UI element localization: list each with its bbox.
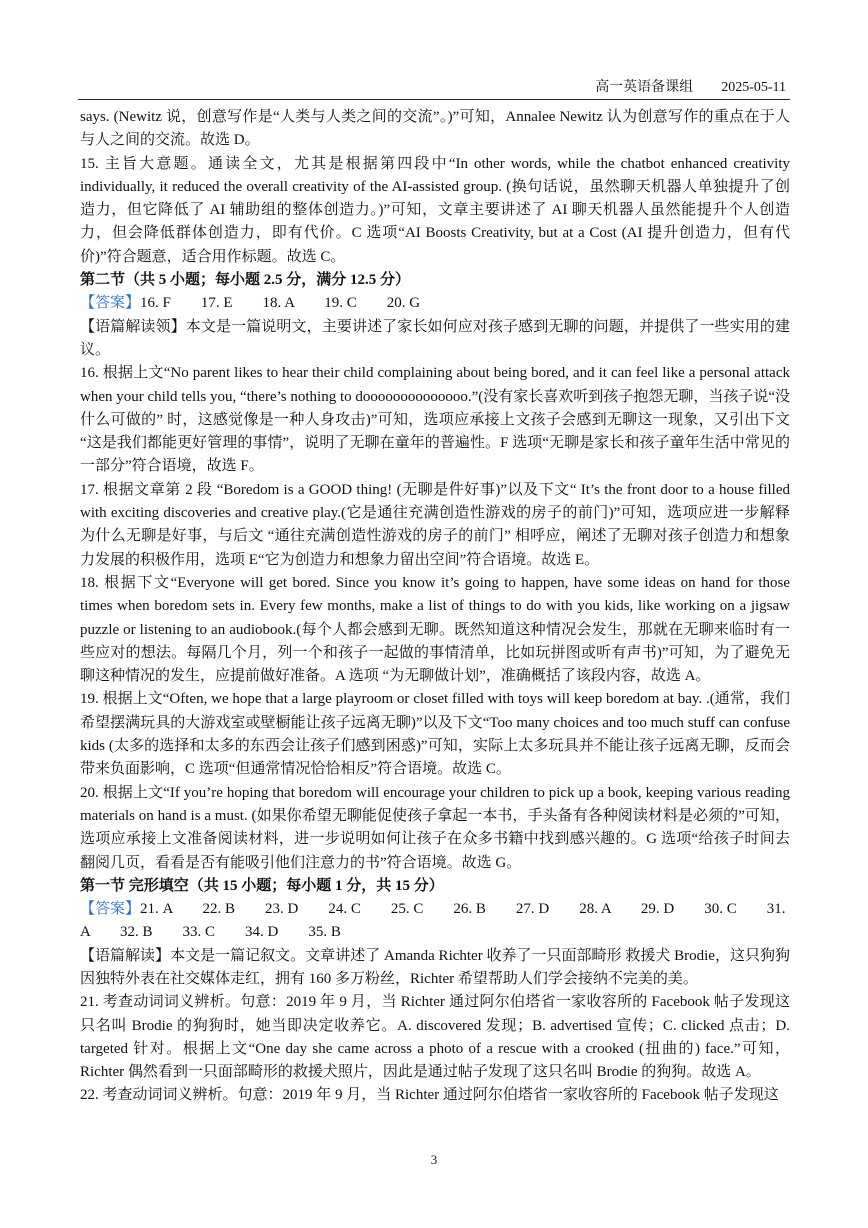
paragraph-q17: 17. 根据文章第 2 段 “Boredom is a GOOD thing! (无聊是件好事)”以及下文“ It’s the front door to a house filled with exciting discoveries and creative play.(它是通往充满创造性游戏的房子的前门)”可知，选项应进一步解释为什么无聊是好事，与后文 “通往充满创造性游戏的房子的前门” 相呼应，阐述了无聊对孩子创造力和想象力发展的积极作用，选项 E“它为创造力和想象力留出空间”符合语境。故选 E。 <box>80 481 790 568</box>
analysis-text: 本文是一篇记叙文。文章讲述了 Amanda Richter 收养了一只面部畸形 救援犬 Brodie，这只狗狗因独特外表在社交媒体走红，拥有 160 多万粉丝，Richter 希望帮助人们学会接纳不完美的美。 <box>80 947 790 987</box>
answer-tag: 【答案】 <box>80 295 141 312</box>
document-body <box>80 106 790 1108</box>
answer-tag: 【答案】 <box>80 901 141 918</box>
section-heading-2: 第二节（共 5 小题；每小题 2.5 分，满分 12.5 分） <box>80 272 411 289</box>
paragraph-q16: 16. 根据上文“No parent likes to hear their child complaining about being bored, and it can feel like a personal attack when your child tells you, “there’s nothing to doooooooooooooo.”(没有家长喜欢听到孩子抱怨无聊，当孩子说“没什么可做的” 时，这感觉像是一种人身攻击)”可知，选项应承接上文孩子会感到无聊这一现象，又引出下文 “这是我们都能更好管理的事情”，说明了无聊在童年的普遍性。F 选项“无聊是家长和孩子童年生活中常见的一部分”符合语境，故选 F。 <box>80 365 790 475</box>
paragraph-q18: 18. 根据下文“Everyone will get bored. Since you know it’s going to happen, have some ideas on hand for those times when boredom sets in. Every few months, make a list of things to do with you kids, like working on a jigsaw puzzle or listening to an audiobook.(每个人都会感到无聊。既然知道这种情况会发生，那就在无聊来临时有一些应对的想法。每隔几个月，列一个和孩子一起做的事情清单，比如玩拼图或听有声书)”可知，为了避免无聊这种情况的发生，应提前做好准备。A 选项 “为无聊做计划”，准确概括了该段内容，故选 A。 <box>80 574 790 685</box>
paragraph-q20: 20. 根据上文“If you’re hoping that boredom will encourage your children to pick up a book, keeping various reading materials on hand is a must. (如果你希望无聊能促使孩子拿起一本书，手头备有各种阅读材料是必须的”可知，选项应承接上文准备阅读材料，进一步说明如何让孩子在众多书籍中找到感兴趣的。G 选项“给孩子时间去翻阅几页，看看是否有能吸引他们注意力的书”符合语境。故选 G。 <box>80 784 790 871</box>
header-group: 高一英语备课组 <box>595 80 694 95</box>
discourse-analysis-1 <box>80 316 790 363</box>
paragraph-q15: 15. 主旨大意题。通读全文，尤其是根据第四段中“In other words, while the chatbot enhanced creativity individually, it reduced the overall creativity of the AI-assisted group. (换句话说，虽然聊天机器人单独提升了创造力，但它降低了 AI 辅助组的整体创造力。)”可知，文章主要讲述了 AI 聊天机器人虽然能提升个人创造力，但会降低群体创造力，即有代价。C 选项“AI Boosts Creativity, but at a Cost (AI 提升创造力，但有代价)”符合题意，适合用作标题。故选 C。 <box>80 155 790 265</box>
analysis-tag: 【语篇解读领】 <box>80 318 186 335</box>
analysis-text: 本文是一篇说明文，主要讲述了家长如何应对孩子感到无聊的问题，并提供了一些实用的建议。 <box>80 318 790 358</box>
header-rule <box>78 99 790 100</box>
page-number: 3 <box>430 1152 438 1167</box>
answer-items: 21. A 22. B 23. D 24. C 25. C 26. B 27. D 28. A 29. D 30. C 31. A 32. B 33. C 34. D 35. B <box>80 901 789 941</box>
analysis-tag: 【语篇解读】 <box>80 947 171 964</box>
header-date: 2025-05-11 <box>721 80 786 95</box>
paragraph-q22: 22. 考查动词词义辨析。句意：2019 年 9 月，当 Richter 通过阿尔伯塔省一家收容所的 Facebook 帖子发现这 <box>80 1087 779 1104</box>
answer-line-1 <box>80 292 790 315</box>
paragraph: says. (Newitz 说，创意写作是“人类与人类之间的交流”。)”可知，Annalee Newitz 认为创意写作的重点在于人与人之间的交流。故选 D。 <box>80 109 790 149</box>
section-heading-cloze: 第一节 完形填空（共 15 小题；每小题 1 分，共 15 分） <box>80 877 444 894</box>
paragraph-q19: 19. 根据上文“Often, we hope that a large playroom or closet filled with toys will keep boredom at bay. .(通常，我们希望摆满玩具的大游戏室或壁橱能让孩子远离无聊)”以及下文“Too many choices and too much stuff can confuse kids (太多的选择和太多的东西会让孩子们感到困惑)”可知，实际上太多玩具并不能让孩子远离无聊，反而会带来负面影响，C 选项“但通常情况恰恰相反”符合语境。故选 C。 <box>80 691 790 778</box>
answer-items: 16. F 17. E 18. A 19. C 20. G <box>140 295 421 312</box>
paragraph-q21: 21. 考查动词词义辨析。句意：2019 年 9 月，当 Richter 通过阿尔伯塔省一家收容所的 Facebook 帖子发现这只名叫 Brodie 的狗狗时，她当即决定收养它。A. discovered 发现；B. advertised 宣传；C. clicked 点击；D. targeted 针对。根据上文“One day she came across a photo of a rescue with a crooked (扭曲的) face.”可知，Richter 偶然看到一只面部畸形的救援犬照片，因此是通过帖子发现了这只名叫 Brodie 的狗狗。故选 A。 <box>80 994 790 1081</box>
answer-line-2 <box>80 898 790 945</box>
discourse-analysis-2 <box>80 945 790 992</box>
page-header <box>595 80 786 96</box>
